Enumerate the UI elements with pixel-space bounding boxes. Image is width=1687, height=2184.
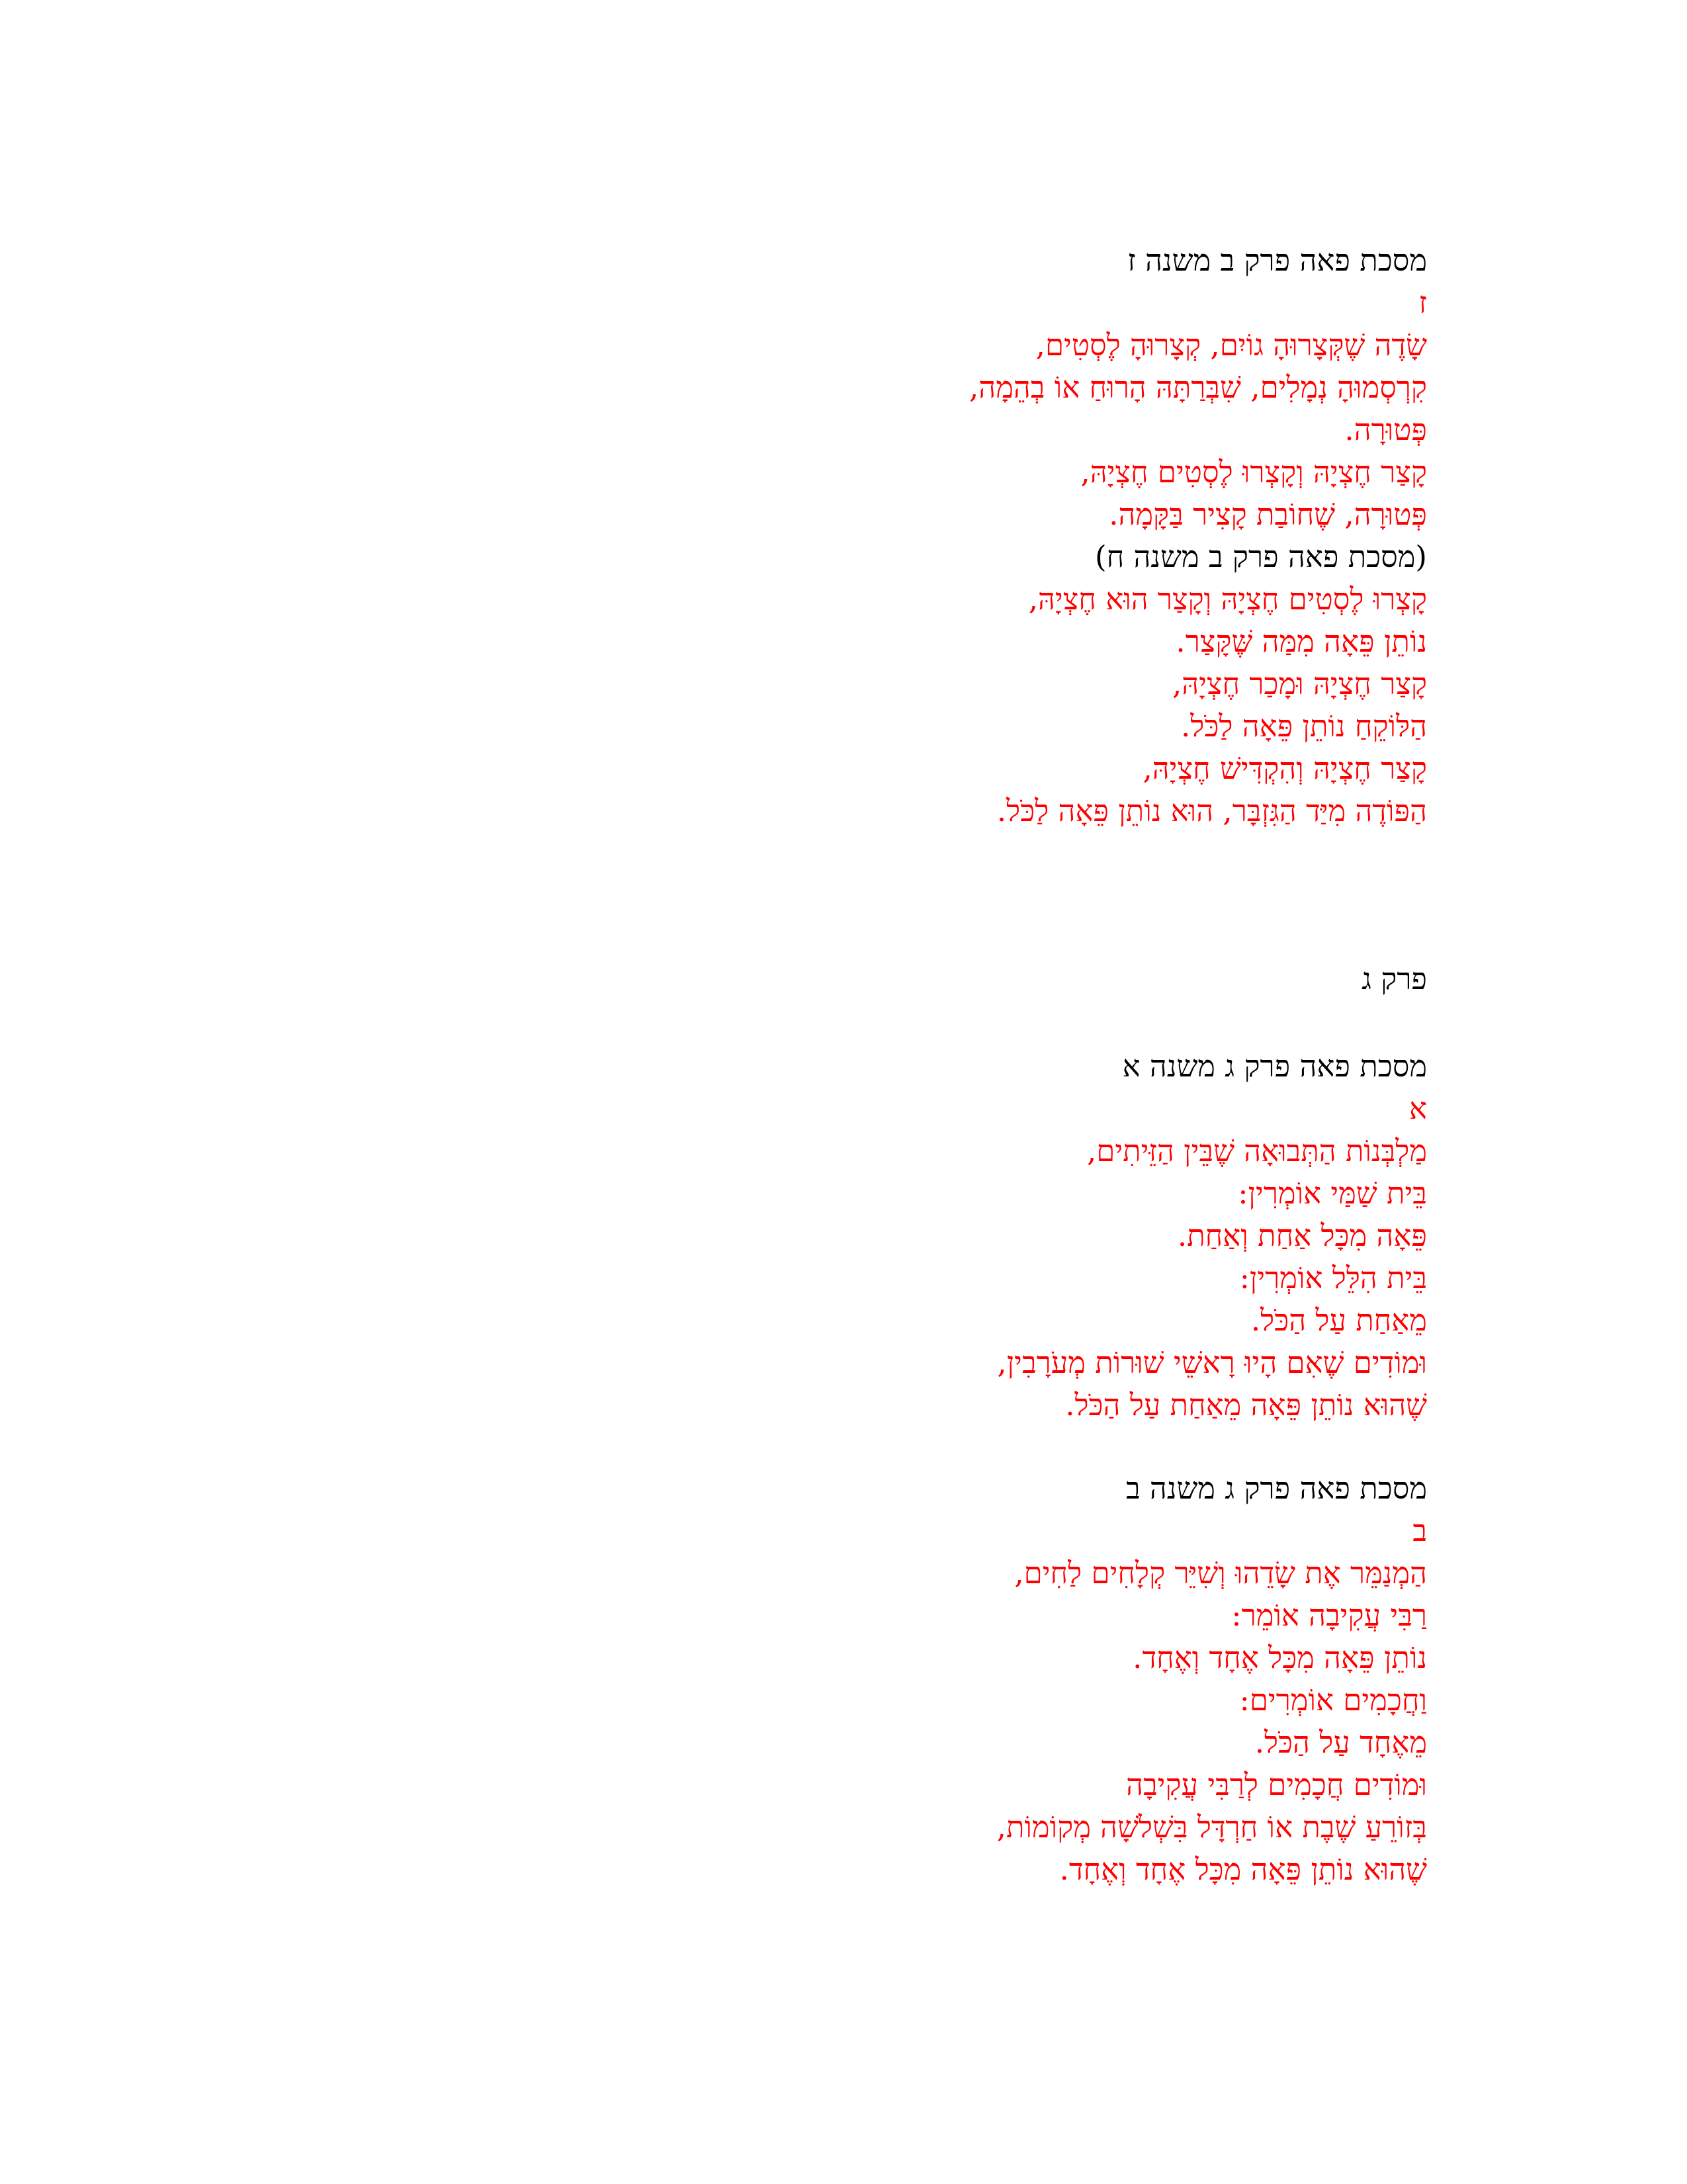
mishnah-letter: ב: [1412, 1513, 1427, 1548]
mishnah-line: הַפּוֹדֶה מִיַּד הַגִּזְבָּר, הוּא נוֹתֵן פֵּאָה לַכֹּל.: [996, 793, 1427, 828]
mishnah-line: קָצַר חֶצְיָהּ וְהִקְדִּישׁ חֶצְיָהּ,: [1143, 751, 1427, 786]
mishnah-line: נוֹתֵן פֵּאָה מִמַּה שֶּׁקָּצַר.: [1176, 624, 1427, 659]
mishnah-line: שֶׁהוּא נוֹתֵן פֵּאָה מִכָּל אֶחָד וְאֶחָד.: [1059, 1852, 1427, 1887]
mishnah-line: וּמוֹדִים חֲכָמִים לְרַבִּי עֲקִיבָה: [1126, 1767, 1427, 1802]
mishnah-line: פֵּאָה מִכָּל אַחַת וְאַחַת.: [1177, 1218, 1427, 1253]
mishnah-line: בֵּית הִלֵּל אוֹמְרִין:: [1239, 1260, 1427, 1295]
mishnah-line: קִרְסְמוּהָ נְמָלִים, שִׁבְּרַתָּהּ הָרוּחַ אוֹ בְהֵמָה,: [969, 370, 1427, 405]
mishnah-line: מֵאַחַת עַל הַכֹּל.: [1250, 1303, 1427, 1338]
mishnah-letter: א: [1408, 1091, 1427, 1126]
section-heading: מסכת פאה פרק ב משנה ז: [1127, 243, 1427, 278]
mishnah-line: שָׂדֶה שֶׁקְּצָרוּהָ גוֹיִם, קְצָרוּהָ לֶסְטִים,: [1035, 328, 1427, 363]
section-heading: (מסכת פאה פרק ב משנה ח): [1095, 539, 1427, 574]
mishnah-line: קָצַר חֶצְיָהּ וּמָכַר חֶצְיָהּ,: [1172, 666, 1427, 701]
mishnah-line: בְּזוֹרֵעַ שֶׁבֶת אוֹ חַרְדָּל בִּשְׁלֹשָׁה מְקוֹמוֹת,: [996, 1810, 1427, 1845]
mishnah-line: קָצַר חֶצְיָהּ וְקָצְרוּ לֶסְטִים חֶצְיָהּ,: [1080, 455, 1427, 490]
spacer: [969, 832, 1427, 958]
mishnah-line: הַלּוֹקֵחַ נוֹתֵן פֵּאָה לַכֹּל.: [1181, 709, 1427, 744]
mishnah-line: נוֹתֵן פֵּאָה מִכָּל אֶחָד וְאֶחָד.: [1133, 1640, 1427, 1675]
section-heading: מסכת פאה פרק ג משנה ב: [1125, 1471, 1427, 1506]
text-column: [969, 240, 1427, 1891]
mishnah-line: שֶׁהוּא נוֹתֵן פֵּאָה מֵאַחַת עַל הַכֹּל.: [1065, 1387, 1427, 1422]
mishnah-line: פְּטוּרָה, שֶׁחוֹבַת קָצִיר בַּקָּמָה.: [1109, 497, 1427, 532]
mishnah-line: וַחֲכָמִים אוֹמְרִים:: [1239, 1682, 1427, 1718]
spacer: [969, 1426, 1427, 1467]
mishnah-line: מֵאֶחָד עַל הַכֹּל.: [1254, 1725, 1427, 1760]
mishnah-line: מַלְבְּנוֹת הַתְּבוּאָה שֶׁבֵּין הַזֵּיתִים,: [1086, 1133, 1427, 1168]
chapter-title: פרק ג: [1362, 961, 1427, 996]
mishnah-letter: ז: [1418, 285, 1427, 320]
mishnah-line: בֵּית שַׁמַּי אוֹמְרִין:: [1238, 1176, 1427, 1211]
mishnah-line: פְּטוּרָה.: [1344, 412, 1427, 447]
spacer: [969, 1000, 1427, 1045]
mishnah-line: וּמוֹדִים שֶׁאִם הָיוּ רָאשֵׁי שׁוּרוֹת מְעֹרָבִין,: [997, 1345, 1427, 1380]
section-heading: מסכת פאה פרק ג משנה א: [1122, 1049, 1427, 1084]
mishnah-line: קָצְרוּ לֶסְטִים חֶצְיָהּ וְקָצַר הוּא חֶצְיָהּ,: [1028, 582, 1427, 617]
mishnah-line: רַבִּי עֲקִיבָה אוֹמֵר:: [1231, 1598, 1427, 1633]
mishnah-line: הַמְנַמֵּר אֶת שָׂדֵהוּ וְשִׁיֵּר קְלָחִים לַחִים,: [1014, 1555, 1427, 1591]
